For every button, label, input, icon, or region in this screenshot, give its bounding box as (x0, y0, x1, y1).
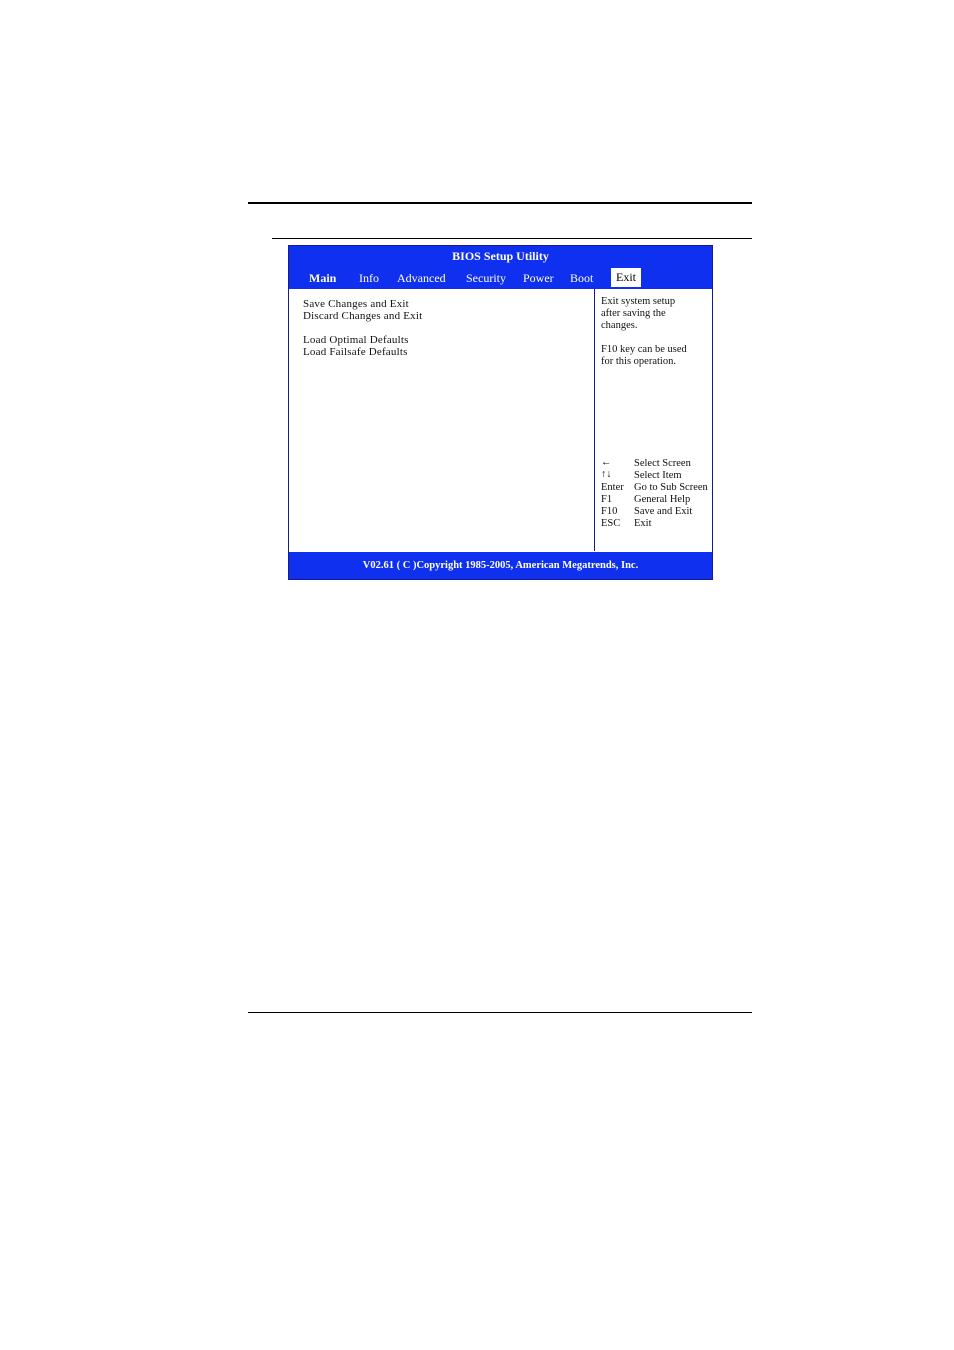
menu-bar (289, 267, 712, 289)
key-f10: F10 (601, 506, 618, 517)
tab-advanced[interactable]: Advanced (397, 271, 446, 285)
key-enter: Enter (601, 482, 624, 493)
copyright-footer: V02.61 ( C )Copyright 1985-2005, American Megatrends, Inc. (289, 552, 712, 579)
bios-window (288, 245, 713, 580)
exit-options-panel (289, 289, 595, 551)
help-panel (595, 289, 712, 551)
key-desc-exit: Exit (634, 518, 652, 529)
bios-title: BIOS Setup Utility (289, 246, 712, 267)
key-desc-sub-screen: Go to Sub Screen (634, 482, 708, 493)
key-desc-select-item: Select Item (634, 470, 682, 481)
key-f1: F1 (601, 494, 613, 505)
tab-security[interactable]: Security (466, 271, 506, 285)
save-changes-and-exit-item[interactable]: Save Changes and Exit (303, 298, 409, 310)
help-text-line: after saving the (601, 308, 666, 319)
load-failsafe-defaults-item[interactable]: Load Failsafe Defaults (303, 346, 408, 358)
tab-boot[interactable]: Boot (570, 271, 594, 285)
bottom-rule (248, 1012, 752, 1013)
tab-main[interactable]: Main (309, 271, 337, 285)
load-optimal-defaults-item[interactable]: Load Optimal Defaults (303, 334, 409, 346)
tab-exit[interactable]: Exit (611, 268, 641, 287)
tab-power[interactable]: Power (523, 271, 554, 285)
key-esc: ESC (601, 518, 621, 529)
discard-changes-and-exit-item[interactable]: Discard Changes and Exit (303, 310, 423, 322)
top-rule (248, 202, 752, 204)
help-text-line: for this operation. (601, 356, 676, 367)
help-text-line: F10 key can be used (601, 344, 687, 355)
arrow-left-icon: ← (601, 457, 612, 468)
header-rule (272, 238, 752, 239)
key-desc-select-screen: Select Screen (634, 458, 691, 469)
tab-info[interactable]: Info (359, 271, 379, 285)
help-text-line: changes. (601, 320, 638, 331)
key-desc-save-exit: Save and Exit (634, 506, 693, 517)
key-desc-general-help: General Help (634, 494, 691, 505)
arrow-up-down-icon: ↑↓ (601, 469, 612, 480)
help-text-line: Exit system setup (601, 296, 676, 307)
